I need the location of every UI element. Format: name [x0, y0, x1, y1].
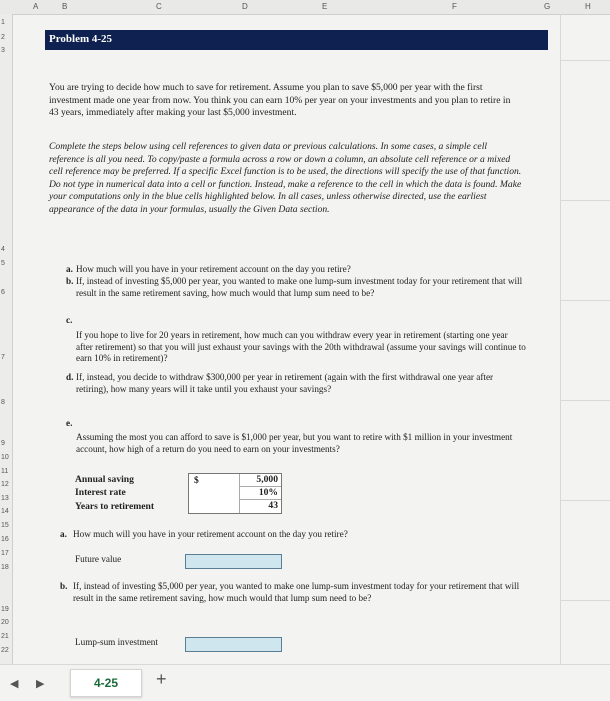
column-header-bar [0, 0, 610, 15]
question-a[interactable]: How much will you have in your retirement account on the day you retire? [76, 264, 351, 274]
question-c[interactable]: If you hope to live for 20 years in retirement, how much can you withdraw every year in retirement (starting one year after retirement) so that you will just exhaust your savings with the 20th withdrawal (assume your savings will continue to earn 10% in retirement)? [76, 330, 526, 363]
given-value-interest-rate[interactable]: 10% [239, 487, 281, 500]
lump-sum-label[interactable]: Lump-sum investment [75, 637, 158, 647]
future-value-label[interactable]: Future value [75, 554, 122, 564]
question-letter: c. [66, 315, 73, 325]
row-header[interactable]: 16 [1, 536, 9, 543]
grid-line [560, 600, 610, 601]
column-header-c[interactable]: C [156, 2, 162, 11]
row-header[interactable]: 13 [1, 495, 9, 502]
part-a-question[interactable]: How much will you have in your retirement account on the day you retire? [73, 529, 348, 539]
row-header[interactable]: 19 [1, 606, 9, 613]
row-header[interactable]: 22 [1, 647, 9, 654]
given-label-annual-saving[interactable]: Annual saving [75, 474, 134, 485]
row-header[interactable]: 18 [1, 564, 9, 571]
grid-line [560, 200, 610, 201]
sheet-tab-4-25[interactable]: 4-25 [70, 669, 142, 697]
question-letter: d. [66, 372, 74, 382]
next-sheet-icon[interactable]: ▶ [36, 678, 45, 690]
column-header-a[interactable]: A [33, 2, 39, 11]
problem-title[interactable]: Problem 4-25 [45, 30, 548, 50]
row-header[interactable]: 4 [1, 246, 5, 253]
question-b[interactable]: If, instead of investing $5,000 per year, you wanted to make one lump-sum investment today for your retirement that will result in the same retirement saving, how much would that lump sum need to be? [76, 276, 523, 298]
row-header-bar [0, 14, 13, 664]
row-header[interactable]: 6 [1, 289, 5, 296]
column-header-f[interactable]: F [452, 2, 457, 11]
grid-line [560, 300, 610, 301]
column-header-g[interactable]: G [544, 2, 551, 11]
row-header[interactable]: 17 [1, 550, 9, 557]
row-header[interactable]: 2 [1, 34, 5, 41]
part-b-question[interactable]: If, instead of investing $5,000 per year, you wanted to make one lump-sum investment today for your retirement that will result in the same retirement saving, how much would that lump sum need to be? [73, 581, 520, 603]
intro-paragraph[interactable]: You are trying to decide how much to save for retirement. Assume you plan to save $5,000 per year with the first investment made one year from now. You think you can earn 10% per year on your investments and you plan to retire in 43 years, immediately after making your last $5,000 investment. [49, 82, 511, 118]
given-value-years[interactable]: 43 [239, 500, 281, 513]
prev-sheet-icon[interactable]: ◀ [10, 678, 19, 690]
row-header[interactable]: 21 [1, 633, 9, 640]
part-b-letter: b. [60, 581, 68, 591]
given-label-interest-rate[interactable]: Interest rate [75, 487, 126, 498]
grid-line [560, 60, 610, 61]
row-header[interactable]: 1 [1, 19, 5, 26]
given-label-years[interactable]: Years to retirement [75, 501, 155, 512]
row-header[interactable]: 8 [1, 399, 5, 406]
row-header[interactable]: 12 [1, 481, 9, 488]
row-header[interactable]: 15 [1, 522, 9, 529]
question-d[interactable]: If, instead, you decide to withdraw $300,000 per year in retirement (again with the first withdrawal one year after retiring), how many years will it take until you exhaust your savings? [76, 372, 494, 394]
row-header[interactable]: 7 [1, 354, 5, 361]
row-header[interactable]: 5 [1, 260, 5, 267]
sheet-tab-bar [0, 664, 610, 701]
part-a-letter: a. [60, 529, 67, 539]
row-header[interactable]: 9 [1, 440, 5, 447]
question-letter: e. [66, 418, 73, 428]
add-sheet-button[interactable]: + [156, 669, 167, 689]
column-header-d[interactable]: D [242, 2, 248, 11]
column-header-e[interactable]: E [322, 2, 328, 11]
row-header[interactable]: 20 [1, 619, 9, 626]
given-value-annual-saving[interactable]: 5,000 [239, 474, 281, 487]
given-data-box [188, 473, 282, 514]
question-letter: b. [66, 276, 74, 286]
column-header-h[interactable]: H [585, 2, 591, 11]
row-header[interactable]: 11 [1, 468, 9, 475]
column-header-b[interactable]: B [62, 2, 68, 11]
row-header[interactable]: 3 [1, 47, 5, 54]
grid-line [560, 14, 561, 664]
lump-sum-answer-cell[interactable] [185, 637, 282, 652]
row-header[interactable]: 10 [1, 454, 9, 461]
grid-line [560, 400, 610, 401]
currency-symbol: $ [194, 475, 199, 486]
future-value-answer-cell[interactable] [185, 554, 282, 569]
instructions-paragraph[interactable]: Complete the steps below using cell references to given data or previous calculations. In some cases, a simple cell reference is all you need. To copy/paste a formula across a row or down a column, an absolute cell reference or a mixed cell reference may be preferred. If a specific Excel function is to be used, the directions will specify the use of that function. Do not type in numerical data into a cell or function. Instead, make a reference to the cell in which the data is found. Make your computations only in the blue cells highlighted below. In all cases, unless otherwise directed, use the earliest appearance of the data in your formulas, usually the Given Data section. [49, 141, 522, 215]
question-e[interactable]: Assuming the most you can afford to save is $1,000 per year, but you want to retire with $1 million in your investment account, how high of a return do you need to earn on your investments? [76, 432, 513, 454]
grid-line [560, 500, 610, 501]
row-header[interactable]: 14 [1, 508, 9, 515]
question-letter: a. [66, 264, 73, 274]
